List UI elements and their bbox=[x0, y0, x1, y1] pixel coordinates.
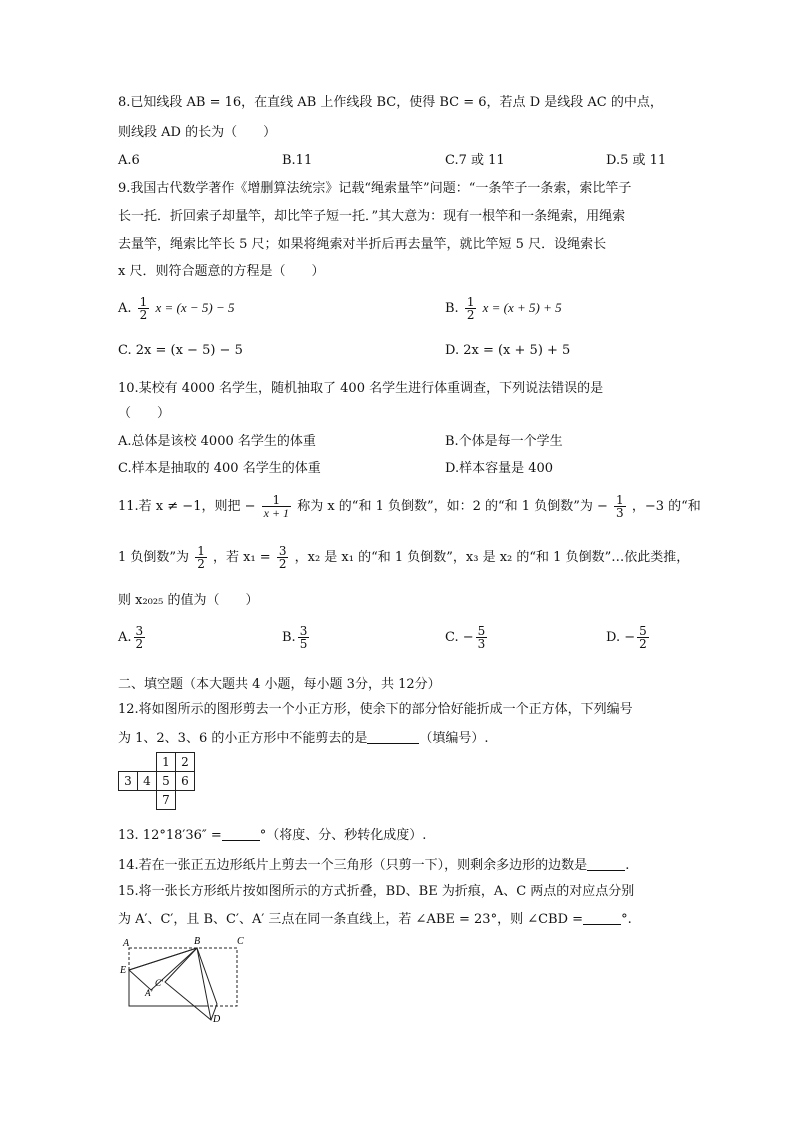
q9-line4: x 尺．则符合题意的方程是（ ） bbox=[118, 264, 325, 279]
q9-option-c: C. 2x = (x − 5) − 5 bbox=[118, 343, 243, 358]
q11-option-b-label: B. bbox=[282, 630, 296, 645]
q9-option-a-label: A. bbox=[118, 301, 132, 316]
net-empty-cell bbox=[119, 753, 138, 772]
q11-line2-part1: 1 负倒数”为 bbox=[118, 550, 190, 565]
q8-option-c: C.7 或 11 bbox=[445, 153, 505, 168]
cube-net-figure bbox=[118, 752, 195, 810]
fig-label-c: C bbox=[237, 936, 244, 947]
q13-text-end: °（将度、分、秒转化成度）. bbox=[259, 828, 427, 843]
net-empty-cell bbox=[138, 753, 157, 772]
fig-label-a-prime: A′ bbox=[145, 988, 153, 998]
net-square-2: 2 bbox=[176, 753, 195, 772]
q14-line bbox=[118, 856, 629, 875]
q10-option-d: D.样本容量是 400 bbox=[445, 461, 554, 476]
q8-line1: 8.已知线段 AB = 16，在直线 AB 上作线段 BC，使得 BC = 6，若点 D 是线段 AC 的中点， bbox=[118, 95, 663, 110]
q12-line2-end: （填编号）. bbox=[419, 731, 489, 746]
q8-option-a: A.6 bbox=[118, 153, 140, 168]
q11-fraction-3-over-2: $\frac{3}{2}$ bbox=[278, 544, 287, 571]
q11-line2 bbox=[118, 545, 689, 570]
q13-line bbox=[118, 826, 426, 845]
net-square-6: 6 bbox=[176, 772, 195, 791]
q9-option-b-label: B. bbox=[445, 301, 459, 316]
q11-option-b bbox=[282, 625, 311, 650]
folded-flap-left bbox=[129, 948, 197, 990]
q10-option-a: A.总体是该校 4000 名学生的体重 bbox=[118, 434, 316, 449]
rectangle-solid-edges bbox=[129, 970, 207, 1006]
net-empty-cell bbox=[176, 791, 195, 810]
q15-line2 bbox=[118, 910, 632, 929]
q12-answer-blank[interactable] bbox=[367, 729, 419, 744]
q11-option-a-fraction: $\frac{3}{2}$ bbox=[135, 624, 144, 651]
q11-option-d-fraction: $\frac{5}{2}$ bbox=[639, 624, 647, 651]
fig-label-b: B bbox=[194, 936, 201, 947]
q9-option-a-fraction: $\frac{1}{2}$ bbox=[139, 295, 148, 322]
fig-label-c-prime: C′ bbox=[155, 978, 163, 988]
q11-line1-part3: ，−3 的“和 bbox=[631, 499, 701, 514]
q11-option-c bbox=[445, 625, 489, 650]
q12-line2 bbox=[118, 729, 489, 748]
net-square-5: 5 bbox=[157, 772, 176, 791]
q14-answer-blank[interactable] bbox=[587, 856, 625, 871]
q11-fraction-1-over-x-plus-1: $\frac{1}{x + 1}$ bbox=[263, 493, 290, 520]
q9-option-a-equation: x = (x − 5) − 5 bbox=[155, 300, 235, 315]
folded-rectangle-figure bbox=[115, 932, 250, 1024]
q9-option-b-fraction: $\frac{1}{2}$ bbox=[466, 295, 475, 322]
q11-fraction-1-over-2: $\frac{1}{2}$ bbox=[197, 544, 205, 571]
q11-option-c-label: C. − bbox=[445, 630, 474, 645]
q11-option-c-fraction: $\frac{5}{3}$ bbox=[477, 624, 486, 651]
q13-text: 13. 12°18′36″ = bbox=[118, 828, 222, 843]
net-square-3: 3 bbox=[119, 772, 138, 791]
q15-line2-end: °. bbox=[621, 912, 632, 927]
fig-label-a: A bbox=[123, 938, 130, 949]
fig-label-e: E bbox=[120, 965, 127, 976]
q9-option-a bbox=[118, 296, 234, 321]
net-square-4: 4 bbox=[138, 772, 157, 791]
q8-line2: 则线段 AD 的长为（ ） bbox=[118, 125, 277, 140]
q10-line1: 10.某校有 4000 名学生，随机抽取了 400 名学生进行体重调查，下列说法错误的是 bbox=[118, 381, 604, 396]
q15-answer-blank[interactable] bbox=[583, 910, 621, 925]
q8-option-b: B.11 bbox=[282, 153, 313, 168]
q11-option-d-label: D. − bbox=[606, 630, 636, 645]
q14-text-end: . bbox=[625, 858, 630, 873]
q10-option-c: C.样本是抽取的 400 名学生的体重 bbox=[118, 461, 321, 476]
q11-option-b-fraction: $\frac{3}{5}$ bbox=[299, 624, 308, 651]
q11-option-d bbox=[606, 625, 651, 650]
q9-option-b-equation: x = (x + 5) + 5 bbox=[482, 300, 562, 315]
q9-line2: 长一托．折回索子却量竿，却比竿子短一托．”其大意为：现有一根竿和一条绳索，用绳索 bbox=[118, 209, 626, 224]
net-square-7: 7 bbox=[157, 791, 176, 810]
q11-line1-part2: 称为 x 的“和 1 负倒数”，如：2 的“和 1 负倒数”为 − bbox=[297, 499, 608, 514]
section-fill-in-blank-heading: 二、填空题（本大题共 4 小题，每小题 3分，共 12分） bbox=[118, 677, 441, 692]
q11-option-a-label: A. bbox=[118, 630, 132, 645]
q11-option-a bbox=[118, 625, 147, 650]
q12-line1: 12.将如图所示的图形剪去一个小正方形，使余下的部分恰好能折成一个正方体，下列编号 bbox=[118, 702, 633, 717]
q11-line1 bbox=[118, 494, 701, 519]
q12-line2-text: 为 1、2、3、6 的小正方形中不能剪去的是 bbox=[118, 731, 368, 746]
q14-text: 14.若在一张正五边形纸片上剪去一个三角形（只剪一下），则剩余多边形的边数是 bbox=[118, 858, 588, 873]
q11-line3: 则 x₂₀₂₅ 的值为（ ） bbox=[118, 593, 259, 608]
net-square-1: 1 bbox=[157, 753, 176, 772]
q13-answer-blank[interactable] bbox=[222, 826, 260, 841]
q9-option-d: D. 2x = (x + 5) + 5 bbox=[445, 343, 571, 358]
net-empty-cell bbox=[138, 791, 157, 810]
net-empty-cell bbox=[119, 791, 138, 810]
q15-line2-text: 为 A′、C′，且 B、C′、A′ 三点在同一条直线上，若 ∠ABE = 23°，则 ∠CBD = bbox=[118, 912, 584, 927]
q10-option-b: B.个体是每一个学生 bbox=[445, 434, 563, 449]
q15-line1: 15.将一张长方形纸片按如图所示的方式折叠，BD、BE 为折痕，A、C 两点的对应点分别 bbox=[118, 884, 635, 899]
fold-line-bd bbox=[197, 948, 211, 1020]
q9-line1: 9.我国古代数学著作《增删算法统宗》记载“绳索量竿”问题：“一条竿子一条索，索比竿子 bbox=[118, 181, 632, 196]
q8-option-d: D.5 或 11 bbox=[606, 153, 667, 168]
q10-line2: （ ） bbox=[118, 406, 171, 421]
q9-line3: 去量竿，绳索比竿长 5 尺；如果将绳索对半折后再去量竿，就比竿短 5 尺．设绳索长 bbox=[118, 237, 607, 252]
q11-line1-part1: 11.若 x ≠ −1，则把 − bbox=[118, 499, 256, 514]
fig-label-d: D bbox=[213, 1014, 221, 1024]
q9-option-b bbox=[445, 296, 562, 321]
q11-line2-part2: ，若 x₁ = bbox=[212, 550, 271, 565]
q11-fraction-1-over-3: $\frac{1}{3}$ bbox=[616, 493, 624, 520]
q11-line2-part3: ，x₂ 是 x₁ 的“和 1 负倒数”，x₃ 是 x₂ 的“和 1 负倒数”…依此类推， bbox=[294, 550, 690, 565]
